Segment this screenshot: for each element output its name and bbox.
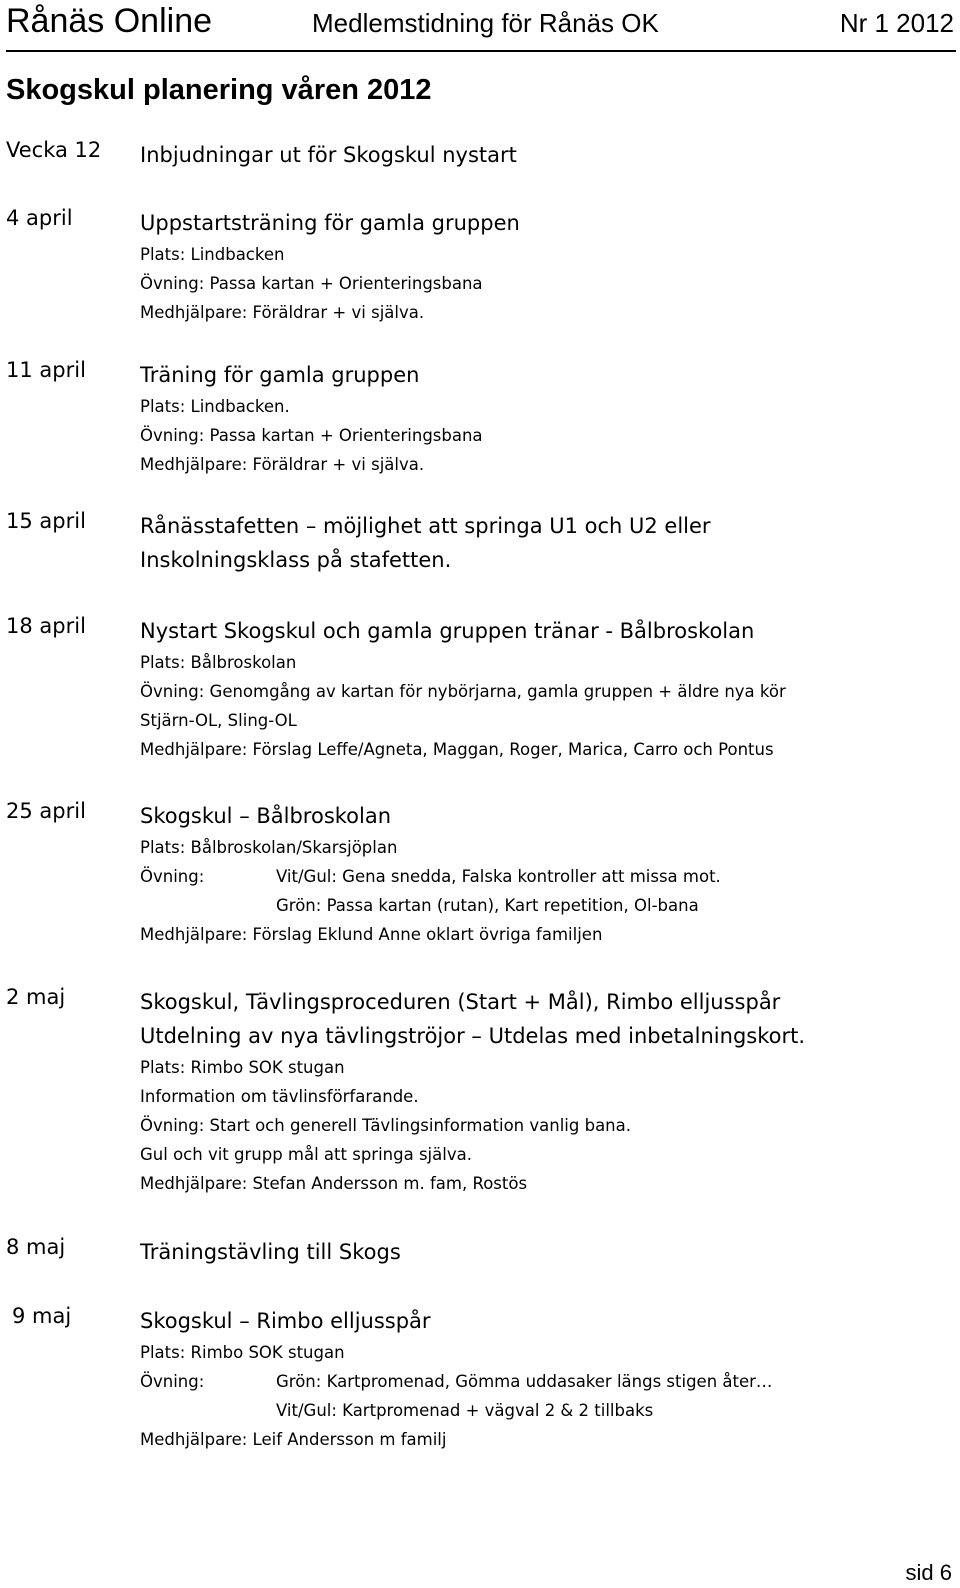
entry-heading: Träning för gamla gruppen: [140, 363, 420, 387]
entry-content: [140, 799, 950, 949]
newsletter-header: [6, 0, 956, 52]
entry-date: 4 april: [6, 206, 73, 230]
entry-place: Plats: Bålbroskolan/Skarsjöplan: [140, 838, 398, 857]
entry-exercise-row: [140, 1367, 950, 1396]
entry-heading: Nystart Skogskul och gamla gruppen tränar - Bålbroskolan: [140, 619, 755, 643]
exercise-line-vit-gul: Vit/Gul: Gena snedda, Falska kontroller att missa mot.: [276, 867, 721, 886]
entry-content: [140, 358, 950, 479]
exercise-line-vit-gul: Vit/Gul: Kartpromenad + vägval 2 & 2 tillbaks: [276, 1401, 654, 1420]
entry-date: 25 april: [6, 799, 86, 823]
entry-helpers: Medhjälpare: Förslag Eklund Anne oklart övriga familjen: [140, 925, 603, 944]
entry-helpers: Medhjälpare: Föräldrar + vi själva.: [140, 303, 425, 322]
entry-heading: Rånässtafetten – möjlighet att springa U1 och U2 eller: [140, 514, 711, 538]
entry-content: [140, 1304, 950, 1454]
entry-note: Gul och vit grupp mål att springa själva.: [140, 1145, 472, 1164]
entry-exercise-row: [140, 862, 950, 891]
entry-exercise: Övning: Genomgång av kartan för nybörjarna, gamla gruppen + äldre nya kör: [140, 682, 786, 701]
page-title: Skogskul planering våren 2012: [6, 74, 432, 106]
entry-content: [140, 138, 950, 172]
entry-heading: Skogskul – Bålbroskolan: [140, 804, 392, 828]
entry-heading: Inbjudningar ut för Skogskul nystart: [140, 143, 517, 167]
entry-place: Plats: Lindbacken.: [140, 397, 290, 416]
entry-exercise-continued: Stjärn-OL, Sling-OL: [140, 711, 297, 730]
entry-exercise-row-2: [140, 891, 950, 920]
entry-place: Plats: Bålbroskolan: [140, 653, 297, 672]
entry-content: [140, 985, 950, 1198]
entry-place: Plats: Lindbacken: [140, 245, 285, 264]
page-number: sid 6: [905, 1560, 952, 1585]
newsletter-title: Rånäs Online: [6, 2, 213, 40]
entry-exercise: Övning: Start och generell Tävlingsinformation vanlig bana.: [140, 1116, 631, 1135]
entry-helpers: Medhjälpare: Leif Andersson m familj: [140, 1430, 447, 1449]
entry-helpers: Medhjälpare: Stefan Andersson m. fam, Rostös: [140, 1174, 528, 1193]
entry-heading: Träningstävling till Skogs: [140, 1240, 401, 1264]
entry-heading: Skogskul, Tävlingsproceduren (Start + Mål), Rimbo elljusspår: [140, 990, 781, 1014]
entry-exercise: Övning: Passa kartan + Orienteringsbana: [140, 274, 483, 293]
entry-heading-continued: Utdelning av nya tävlingströjor – Utdelas med inbetalningskort.: [140, 1024, 806, 1048]
entry-content: [140, 614, 950, 764]
exercise-label: Övning:: [140, 1372, 205, 1391]
entry-date: 15 april: [6, 509, 86, 533]
exercise-line-gron: Grön: Kartpromenad, Gömma uddasaker längs stigen åter…: [276, 1372, 773, 1391]
entry-heading-continued: Inskolningsklass på stafetten.: [140, 548, 452, 572]
exercise-label: Övning:: [140, 867, 205, 886]
entry-date: 11 april: [6, 358, 86, 382]
entry-place: Plats: Rimbo SOK stugan: [140, 1058, 345, 1077]
entry-date: 9 maj: [12, 1304, 72, 1328]
entry-date: 2 maj: [6, 985, 66, 1009]
entry-exercise: Övning: Passa kartan + Orienteringsbana: [140, 426, 483, 445]
entry-content: [140, 1235, 950, 1269]
entry-date: 18 april: [6, 614, 86, 638]
entry-date: 8 maj: [6, 1235, 66, 1259]
newsletter-subtitle: Medlemstidning för Rånäs OK: [312, 8, 659, 38]
entry-place: Plats: Rimbo SOK stugan: [140, 1343, 345, 1362]
entry-helpers: Medhjälpare: Förslag Leffe/Agneta, Maggan, Roger, Marica, Carro och Pontus: [140, 740, 774, 759]
entry-content: [140, 206, 950, 327]
entry-exercise-row-2: [140, 1396, 950, 1425]
entry-date: Vecka 12: [6, 138, 102, 162]
exercise-line-gron: Grön: Passa kartan (rutan), Kart repetition, Ol-bana: [276, 896, 699, 915]
issue-number: Nr 1 2012: [839, 8, 954, 38]
entry-info: Information om tävlinsförfarande.: [140, 1087, 419, 1106]
entry-helpers: Medhjälpare: Föräldrar + vi själva.: [140, 455, 425, 474]
entry-heading: Uppstartsträning för gamla gruppen: [140, 211, 520, 235]
entry-heading: Skogskul – Rimbo elljusspår: [140, 1309, 431, 1333]
entry-content: [140, 509, 950, 577]
